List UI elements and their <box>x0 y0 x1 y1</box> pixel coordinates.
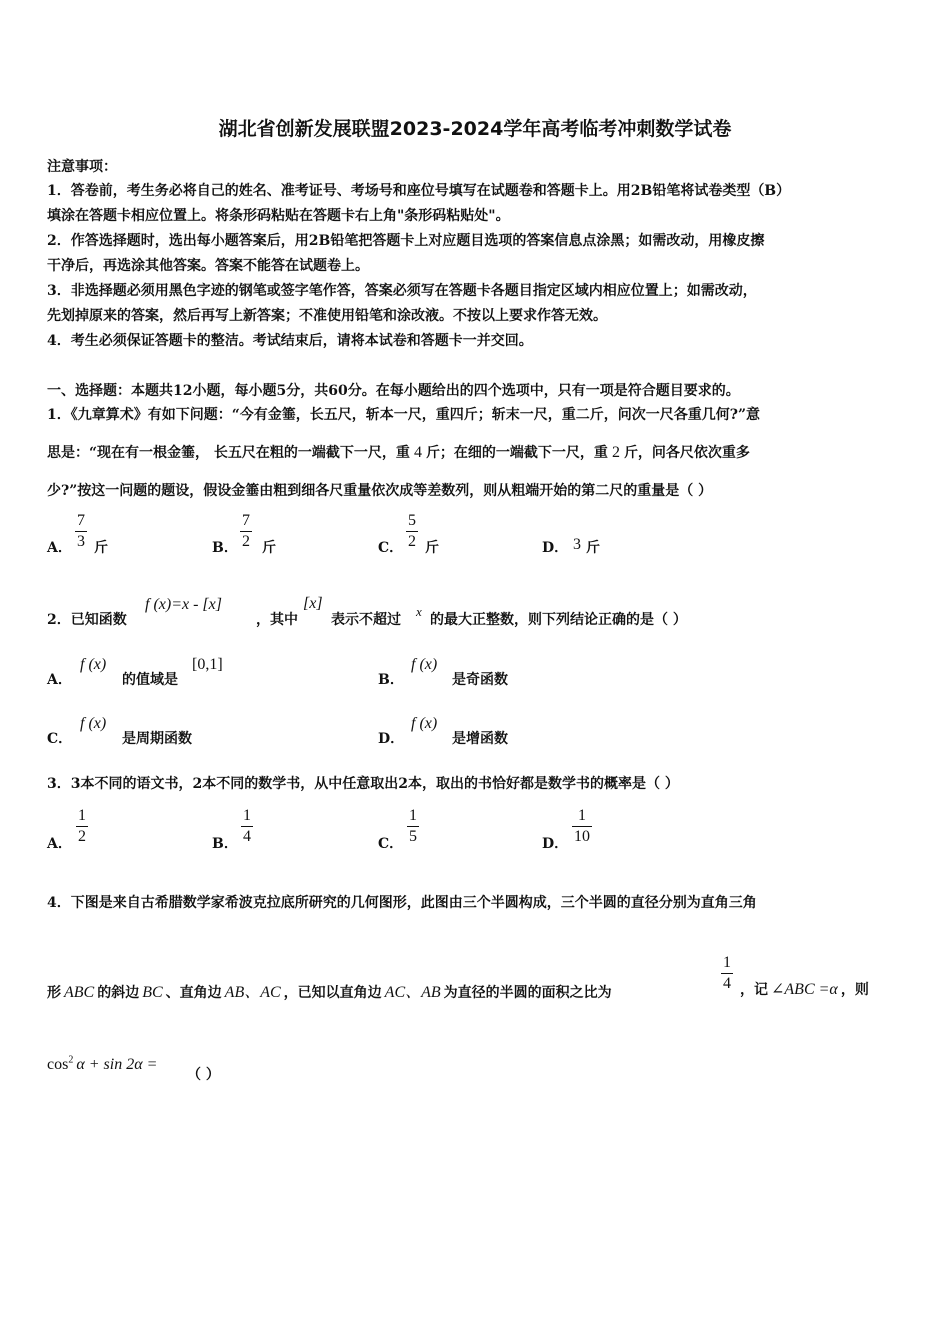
notice-line: 4．考生必须保证答题卡的整洁。考试结束后，请将本试卷和答题卡一并交回。 <box>47 333 533 349</box>
q2-option-c-text: 是周期函数 <box>122 731 192 747</box>
q3-option-d-label: D． <box>542 836 569 852</box>
q2-option-d-label: D． <box>378 731 405 747</box>
notice-line: 2．作答选择题时，选出每小题答案后，用2B铅笔把答题卡上对应题目选项的答案信息点涂黑；如需改动，用橡皮擦 <box>47 233 765 249</box>
q3-option-c-fraction: 1 5 <box>409 807 417 845</box>
q3-option-a-fraction: 1 2 <box>78 807 86 845</box>
notice-heading: 注意事项： <box>47 159 117 175</box>
q1-option-b-unit: 斤 <box>262 540 276 556</box>
q1-option-b-fraction: 7 2 <box>242 512 250 550</box>
q1-option-a-label: A． <box>47 540 72 556</box>
q2-option-a-label: A． <box>47 672 72 688</box>
q1-text: 斤；在细的一端截下一尺，重 <box>425 445 608 461</box>
q4-ratio-fraction: 1 4 <box>723 954 731 992</box>
q1-number: 2 <box>611 444 620 461</box>
notice-line: 先划掉原来的答案，然后再写上新答案；不准使用铅笔和涂改液。不按以上要求作答无效。 <box>47 308 607 324</box>
q1-option-c-unit: 斤 <box>425 540 439 556</box>
q2-bracket: [x] <box>303 595 323 612</box>
q1-line1: 1．《九章算术》有如下问题：“今有金箠，长五尺，斩本一尺，重四斤；斩末一尺，重二斤，问次一尺各重几何?”意 <box>47 407 761 423</box>
q1-option-a-unit: 斤 <box>94 540 108 556</box>
q1-text: 思是：“现在有一根金箠， 长五尺在粗的一端截下一尺，重 <box>47 445 410 461</box>
q3-stem: 3．3本不同的语文书，2本不同的数学书，从中任意取出2本，取出的书恰好都是数学书的概率是（ ） <box>47 776 679 792</box>
q2-option-d-text: 是增函数 <box>452 731 508 747</box>
q1-option-d-label: D． <box>542 540 569 556</box>
q2-option-d-fx: f (x) <box>411 715 438 732</box>
q4-answer-blank: （ ） <box>187 1067 220 1083</box>
q2-option-b-fx: f (x) <box>411 656 438 673</box>
section-heading: 一、选择题：本题共12小题，每小题5分，共60分。在每小题给出的四个选项中，只有一项是符合题目要求的。 <box>47 383 740 399</box>
q4-expression: $\cos^2 \alpha + \sin 2\alpha$ = <box>47 1054 158 1073</box>
q2-x: x <box>416 604 422 619</box>
q1-option-a-fraction: 7 3 <box>77 512 85 550</box>
q2-text: 表示不超过 <box>331 612 401 628</box>
q1-option-b-label: B． <box>212 540 238 556</box>
q3-option-c-label: C． <box>378 836 404 852</box>
notice-line: 干净后，再选涂其他答案。答案不能答在试题卷上。 <box>47 258 369 274</box>
notice-line: 3．非选择题必须用黑色字迹的钢笔或签字笔作答，答案必须写在答题卡各题目指定区域内相应位置上；如需改动， <box>47 283 757 299</box>
q2-option-b-text: 是奇函数 <box>452 672 508 688</box>
q1-option-c-fraction: 5 2 <box>408 512 416 550</box>
q2-option-b-label: B． <box>378 672 404 688</box>
q2-function: f (x)=x - [x] <box>145 596 222 613</box>
q2-option-a-text: 的值域是 <box>122 672 178 688</box>
q1-option-d-value: 3 <box>573 536 581 553</box>
q2-option-c-fx: f (x) <box>80 715 107 732</box>
q4-line1: 4．下图是来自古希腊数学家希波克拉底所研究的几何图形，此图由三个半圆构成，三个半圆的直径分别为直角三角 <box>47 895 757 911</box>
q4-line2: 形 ABC 的斜边 BC 、直角边 AB、AC ，已知以直角边 AC、AB 为直径的半圆的面积之比为 <box>47 984 612 1001</box>
q2-text: 的最大正整数，则下列结论正确的是（ ） <box>430 612 687 628</box>
notice-line: 填涂在答题卡相应位置上。将条形码粘贴在答题卡右上角"条形码粘贴处"。 <box>47 208 510 224</box>
q3-option-a-label: A． <box>47 836 72 852</box>
q3-option-d-fraction: 1 10 <box>574 807 590 845</box>
q1-text: 斤，问各尺依次重多 <box>623 445 750 461</box>
q4-line2-end: ，记 ∠ABC =α ，则 <box>740 981 869 998</box>
q1-line3: 少?”按这一问题的题设，假设金箠由粗到细各尺重量依次成等差数列，则从粗端开始的第二尺的重量是（ ） <box>47 483 713 499</box>
notice-line: 1．答卷前，考生务必将自己的姓名、准考证号、考场号和座位号填写在试题卷和答题卡上。用2B铅笔将试卷类型（B） <box>47 183 791 199</box>
page-title: 湖北省创新发展联盟2023-2024学年高考临考冲刺数学试卷 <box>218 118 732 140</box>
q2-stem-start: 2．已知函数 <box>47 612 127 628</box>
q1-option-d-unit: 斤 <box>586 540 600 556</box>
q2-option-a-fx: f (x) <box>80 656 107 673</box>
q2-option-c-label: C． <box>47 731 73 747</box>
q1-option-c-label: C． <box>378 540 404 556</box>
q3-option-b-label: B． <box>212 836 238 852</box>
q3-option-b-fraction: 1 4 <box>243 807 251 845</box>
q2-text: ，其中 <box>256 612 298 628</box>
q1-number: 4 <box>413 444 422 461</box>
q2-option-a-interval: [0,1] <box>192 656 223 673</box>
q1-line2 <box>47 442 750 462</box>
